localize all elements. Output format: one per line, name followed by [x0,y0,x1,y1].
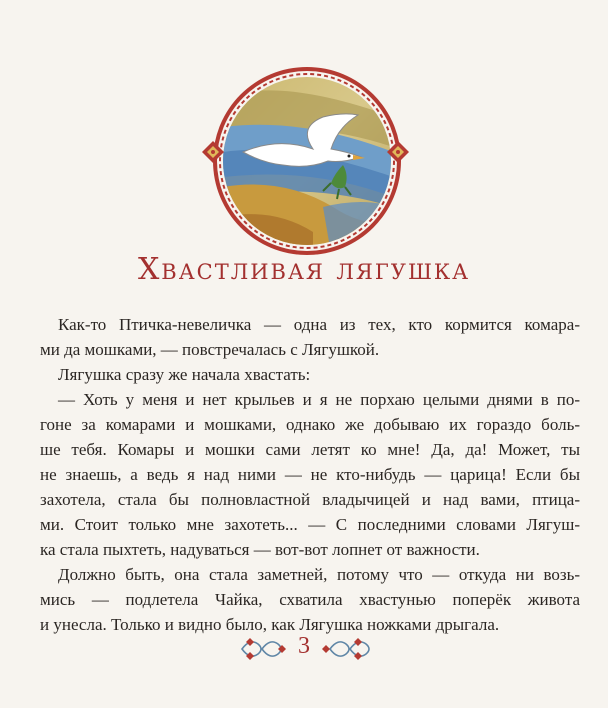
right-footer-ornament [320,632,372,666]
text-line: Должно быть, она стала заметней, потому что — откуда ни возь- [58,565,580,584]
story-title: Хвастливая лягушка [137,252,471,287]
story-text [40,312,580,637]
text-line: ми. Стоит только мне захотеть... — С последними словами Лягуш- [40,515,580,534]
text-line: захотела, стала бы полновластной владычицей и над вами, птица- [40,490,580,509]
text-line: ми да мошками, — повстречалась с Лягушкой. [40,340,380,359]
text-line: не знаешь, а ведь я над ними — не кто-нибудь — царица! Если бы [40,465,580,484]
text-line: ка стала пыхтеть, надуваться — вот-вот лопнет от важности. [40,540,480,559]
text-line: и унесла. Только и видно было, как Лягушка ножками дрыгала. [40,615,500,634]
left-diamond-ornament [201,140,225,164]
page-number: 3 [298,633,310,659]
text-line: ше тебя. Комары и мошки сами летят ко мне! Да, да! Может, ты [40,440,580,459]
text-line: Как-то Птичка-невеличка — одна из тех, кто кормится комара- [58,315,580,334]
left-footer-ornament [236,632,288,666]
text-line: мись — подлетела Чайка, схватила хвастунью поперёк живота [40,590,580,609]
seagull-illustration [203,57,411,265]
page-footer [0,630,608,670]
text-line: Лягушка сразу же начала хвастать: [58,365,311,384]
text-line: гоне за комарами и мошками, однако же добываю их гораздо боль- [40,415,580,434]
right-diamond-ornament [386,140,410,164]
text-line: — Хоть у меня и нет крыльев и я не порхаю целыми днями в по- [58,390,580,409]
